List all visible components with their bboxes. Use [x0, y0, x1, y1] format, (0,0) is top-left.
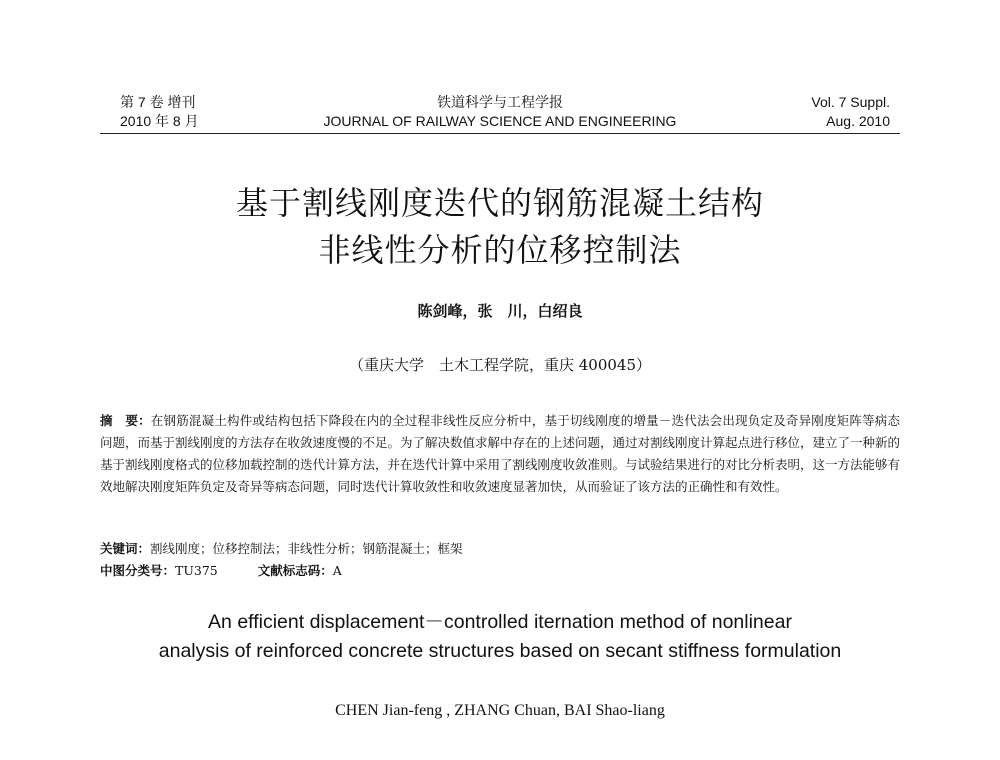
paper-title	[0, 180, 1000, 274]
journal-name-cn: 铁道科学与工程学报	[437, 94, 563, 110]
volume-info-en	[811, 93, 890, 131]
journal-name-en: JOURNAL OF RAILWAY SCIENCE AND ENGINEERING	[323, 113, 677, 129]
keywords	[100, 538, 900, 560]
doc-code-label: 文献标志码：	[257, 563, 333, 578]
title-line-1: 基于割线刚度迭代的钢筋混凝土结构	[235, 184, 764, 222]
publication-date-en: Aug. 2010	[826, 113, 890, 129]
abstract	[100, 410, 900, 498]
affiliation: （重庆大学 土木工程学院，重庆 400045）	[348, 356, 652, 374]
english-title-line-1: An efficient displacement－controlled iternation method of nonlinear	[208, 611, 792, 633]
volume-issue-en: Vol. 7 Suppl.	[811, 94, 890, 110]
abstract-text: 在钢筋混凝土构件或结构包括下降段在内的全过程非线性反应分析中，基于切线刚度的增量－迭代法会出现负定及奇异刚度矩阵等病态问题，而基于割线刚度的方法存在收敛速度慢的不足。为了解决数值求解中存在的上述问题，通过对割线刚度计算起点进行移位，建立了一种新的基于割线刚度格式的位移加载控制的迭代计算方法，并在迭代计算中采用了割线刚度收敛准则。与试验结果进行的对比分析表明，这一方法能够有效地解决刚度矩阵负定及奇异等病态问题，同时迭代计算收敛性和收敛速度显著加快，从而验证了该方法的正确性和有效性。	[100, 413, 901, 494]
clc-label: 中图分类号：	[100, 563, 176, 578]
clc-value: TU375	[175, 563, 218, 578]
author-list: 陈剑峰，张 川，白绍良	[417, 302, 583, 320]
classification	[100, 560, 900, 582]
doc-code-value: A	[332, 563, 342, 578]
journal-header	[100, 93, 900, 134]
english-title-line-2: analysis of reinforced concrete structures based on secant stiffness formulation	[158, 640, 842, 662]
title-line-2: 非线性分析的位移控制法	[318, 231, 682, 269]
keywords-text: 割线刚度；位移控制法；非线性分析；钢筋混凝土；框架	[150, 541, 463, 556]
publication-date: 2010 年 8 月	[120, 113, 199, 129]
english-authors: CHEN Jian-feng , ZHANG Chuan, BAI Shao-liang	[335, 702, 665, 719]
volume-issue: 第 7 卷 增刊	[120, 94, 196, 110]
keywords-label: 关键词：	[100, 541, 151, 556]
abstract-label: 摘 要：	[100, 413, 151, 428]
journal-name	[100, 93, 900, 131]
english-title	[0, 608, 1000, 666]
